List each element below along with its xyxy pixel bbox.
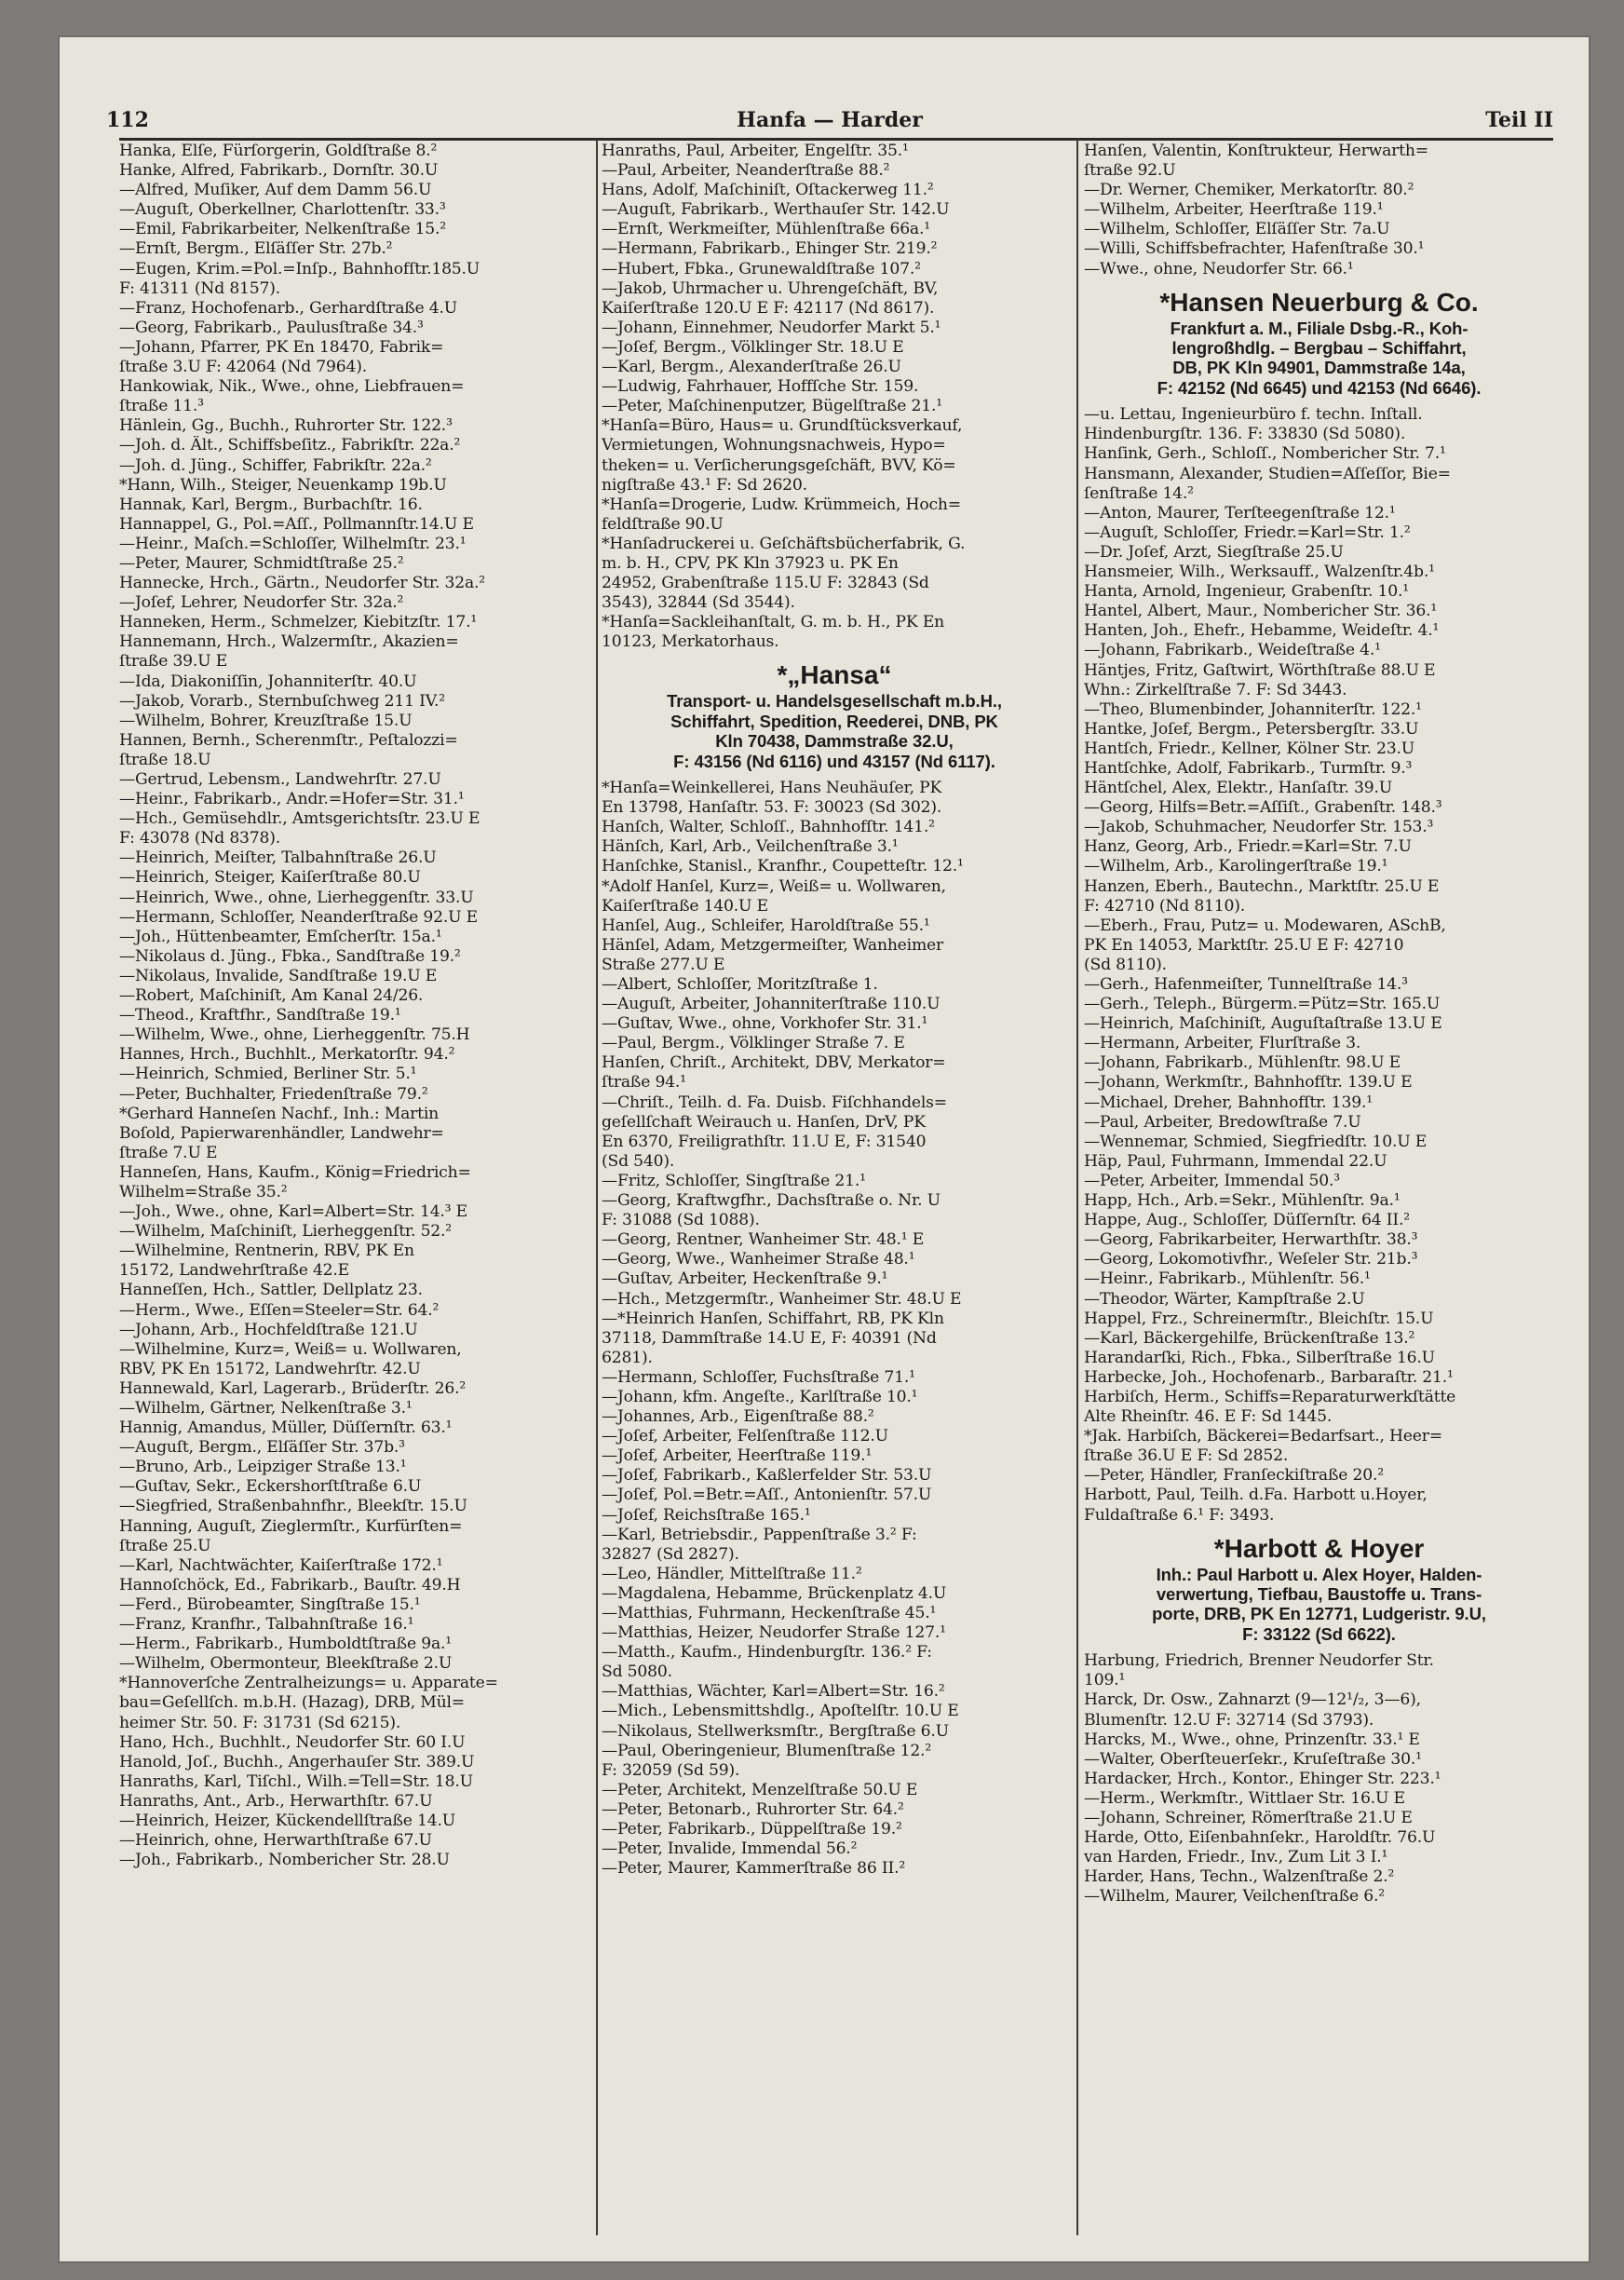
directory-entry: —Magdalena, Hebamme, Brückenplatz 4.U (602, 1583, 947, 1603)
directory-entry: Harbecke, Joh., Hochofenarb., Barbaraſtr. 21.¹ (1084, 1367, 1454, 1387)
harbott-ad-body (1084, 1565, 1554, 1645)
directory-entry: —Joh., Hüttenbeamter, Emſcherſtr. 15a.¹ (119, 927, 442, 946)
directory-entry: —Mich., Lebensmittshdlg., Apoſtelſtr. 10.U E (602, 1702, 959, 1721)
directory-entry: *Jak. Harbiſch, Bäckerei=Bedarfsart., Heer= (1084, 1427, 1442, 1446)
directory-entry: Hanneken, Herm., Schmelzer, Kiebitzſtr. 17.¹ (119, 613, 478, 632)
directory-entry: 10123, Merkatorhaus. (602, 632, 779, 652)
directory-entry: —Heinr., Fabrikarb., Mühlenſtr. 56.¹ (1084, 1269, 1371, 1289)
ad-line: Inh.: Paul Harbott u. Alex Hoyer, Halden- (1156, 1564, 1482, 1584)
directory-entry: —Walter, Oberſteuerſekr., Kruſeſtraße 30.¹ (1084, 1749, 1422, 1769)
directory-entry: —Joſef, Fabrikarb., Kaßlerfelder Str. 53.U (602, 1466, 932, 1486)
header-rule (119, 138, 1553, 141)
directory-entry: —Ernſt, Bergm., Elſäſſer Str. 27b.² (119, 239, 393, 259)
directory-entry: ſtraße 25.U (119, 1536, 211, 1555)
directory-entry: Hankowiak, Nik., Wwe., ohne, Liebfrauen= (119, 377, 465, 397)
directory-entry: —Wilhelm, Arb., Karolingerſtraße 19.¹ (1084, 857, 1388, 876)
directory-entry: —Auguſt, Arbeiter, Johanniterſtraße 110.U (602, 995, 941, 1014)
directory-entry: Hannig, Amandus, Müller, Düſſernſtr. 63.¹ (119, 1418, 453, 1438)
directory-entry: —Auguſt, Oberkellner, Charlottenſtr. 33.³ (119, 200, 446, 220)
directory-entry: —Bruno, Arb., Leipziger Straße 13.¹ (119, 1458, 407, 1477)
entry-list (119, 142, 589, 1870)
directory-entry: Harde, Otto, Eiſenbahnſekr., Haroldſtr. 76.U (1084, 1828, 1436, 1848)
directory-entry: —Johann, Pfarrer, PK En 18470, Fabrik= (119, 337, 444, 357)
directory-entry: —Wilhelm, Wwe., ohne, Lierheggenſtr. 75.H (119, 1025, 470, 1045)
directory-entry: —Johann, Werkmſtr., Bahnhofſtr. 139.U E (1084, 1073, 1413, 1092)
directory-entry: —Gertrud, Lebensm., Landwehrſtr. 27.U (119, 770, 441, 789)
directory-entry: —Ida, Diakoniſſin, Johanniterſtr. 40.U (119, 672, 417, 691)
directory-entry: —Heinrich, Steiger, Kaiſerſtraße 80.U (119, 868, 421, 888)
directory-entry: —Hch., Gemüsehdlr., Amtsgerichtsſtr. 23.U E (119, 809, 480, 829)
directory-entry: —Hermann, Schloſſer, Fuchsſtraße 71.¹ (602, 1367, 915, 1387)
directory-entry: —Joſef, Lehrer, Neudorfer Str. 32a.² (119, 593, 404, 613)
directory-entry: Hanſel, Aug., Schleifer, Haroldſtraße 55.¹ (602, 916, 930, 935)
directory-entry: —Wilhelmine, Rentnerin, RBV, PK En (119, 1242, 414, 1261)
directory-entry: —Theodor, Wärter, Kampſtraße 2.U (1084, 1289, 1365, 1309)
directory-entry: Kaiſerſtraße 120.U E F: 42117 (Nd 8617). (602, 298, 935, 318)
ad-line: Kln 70438, Dammstraße 32.U, (715, 731, 954, 752)
directory-entry: Hanta, Arnold, Ingenieur, Grabenſtr. 10.¹ (1084, 582, 1409, 602)
directory-entry: *Hanſa=Büro, Haus= u. Grundſtücksverkauf, (602, 416, 963, 436)
spacer (1084, 398, 1554, 405)
entry-list (602, 779, 1067, 1879)
directory-entry: —Leo, Händler, Mittelſtraße 11.² (602, 1564, 862, 1583)
directory-entry: —Joſef, Arbeiter, Heerſtraße 119.¹ (602, 1446, 873, 1466)
directory-entry: *Hanſa=Weinkellerei, Hans Neuhäuſer, PK (602, 779, 942, 798)
directory-entry: Hanzen, Eberh., Bautechn., Marktſtr. 25.U E (1084, 876, 1440, 896)
directory-entry: —Siegfried, Straßenbahnfhr., Bleekſtr. 15.U (119, 1497, 467, 1516)
directory-entry: —Peter, Händler, Franſeckiſtraße 20.² (1084, 1466, 1384, 1486)
directory-entry: —Auguſt, Schloſſer, Friedr.=Karl=Str. 1.² (1084, 522, 1411, 542)
directory-entry: Hanke, Alfred, Fabrikarb., Dornſtr. 30.U (119, 161, 439, 181)
directory-entry: —Nikolaus d. Jüng., Fbka., Sandſtraße 19.² (119, 946, 461, 966)
directory-entry: —Joſef, Bergm., Völklinger Str. 18.U E (602, 337, 904, 357)
directory-entry: —Joh., Fabrikarb., Nombericher Str. 28.U (119, 1851, 450, 1870)
directory-entry: Häp, Paul, Fuhrmann, Immendal 22.U (1084, 1151, 1387, 1171)
column-divider (1076, 140, 1078, 2235)
directory-entry: feldſtraße 90.U (602, 514, 724, 534)
directory-entry: Harbung, Friedrich, Brenner Neudorfer Str. (1084, 1651, 1434, 1671)
directory-entry: Harandarſki, Rich., Fbka., Silberſtraße 16.U (1084, 1348, 1435, 1367)
directory-entry: Harck, Dr. Osw., Zahnarzt (9—12¹/₂, 3—6), (1084, 1690, 1421, 1710)
directory-entry: —Hch., Metzgermſtr., Wanheimer Str. 48.U E (602, 1289, 962, 1309)
directory-entry: Harcks, M., Wwe., ohne, Prinzenſtr. 33.¹ E (1084, 1730, 1420, 1749)
directory-entry: —Georg, Fabrikarb., Paulusſtraße 34.³ (119, 318, 424, 337)
column-2 (602, 142, 1067, 2237)
directory-entry: Hindenburgſtr. 136. F: 33830 (Sd 5080). (1084, 425, 1406, 444)
directory-entry: —Georg, Rentner, Wanheimer Str. 48.¹ E (602, 1230, 925, 1250)
directory-entry: Happ, Hch., Arb.=Sekr., Mühlenſtr. 9a.¹ (1084, 1191, 1401, 1211)
directory-entry: —Nikolaus, Invalide, Sandſtraße 19.U E (119, 966, 438, 985)
directory-entry: Happe, Aug., Schloſſer, Düſſernſtr. 64 II.² (1084, 1211, 1410, 1230)
directory-entry: —Wilhelm, Gärtner, Nelkenſtraße 3.¹ (119, 1399, 413, 1418)
directory-entry: —Peter, Betonarb., Ruhrorter Str. 64.² (602, 1799, 904, 1819)
directory-entry: —Peter, Fabrikarb., Düppelſtraße 19.² (602, 1820, 902, 1839)
directory-entry: —Wilhelm, Maſchiniſt, Lierheggenſtr. 52.² (119, 1222, 452, 1242)
directory-entry: —Alfred, Muſiker, Auf dem Damm 56.U (119, 181, 432, 200)
directory-entry: —Paul, Arbeiter, Neanderſtraße 88.² (602, 161, 890, 181)
directory-entry: —Gerh., Hafenmeiſter, Tunnelſtraße 14.³ (1084, 975, 1408, 994)
directory-entry: F: 42710 (Nd 8110). (1084, 896, 1246, 916)
directory-entry: Hannak, Karl, Bergm., Burbachſtr. 16. (119, 495, 423, 514)
directory-entry: —Karl, Nachtwächter, Kaiſerſtraße 172.¹ (119, 1555, 443, 1575)
directory-entry: Hantel, Albert, Maur., Nombericher Str. 36.¹ (1084, 602, 1438, 621)
directory-entry: Harbott, Paul, Teilh. d.Fa. Harbott u.Hoyer, (1084, 1486, 1428, 1505)
column-divider (596, 140, 598, 2235)
directory-entry: (Sd 8110). (1084, 955, 1167, 974)
directory-entry: —Johann, kfm. Angeſte., Karlſtraße 10.¹ (602, 1387, 918, 1406)
directory-entry: 37118, Dammſtraße 14.U E, F: 40391 (Nd (602, 1328, 937, 1348)
directory-entry: Hannappel, G., Pol.=Aſſ., Pollmannſtr.14.U E (119, 514, 474, 534)
directory-entry: Hano, Hch., Buchhlt., Neudorfer Str. 60 I.U (119, 1732, 466, 1752)
directory-entry: PK En 14053, Marktſtr. 25.U E F: 42710 (1084, 935, 1404, 955)
directory-entry: Alte Rheinſtr. 46. E F: Sd 1445. (1084, 1407, 1333, 1427)
directory-entry: —Heinrich, Schmied, Berliner Str. 5.¹ (119, 1065, 417, 1084)
directory-entry: —Peter, Arbeiter, Immendal 50.³ (1084, 1171, 1340, 1190)
directory-entry: —Paul, Arbeiter, Bredowſtraße 7.U (1084, 1112, 1361, 1132)
ad-line: F: 33122 (Sd 6622). (1242, 1623, 1396, 1644)
directory-entry: —Joſef, Pol.=Betr.=Aſſ., Antonienſtr. 57.U (602, 1486, 932, 1505)
harbott-ad-title: *Harbott & Hoyer (1213, 1533, 1425, 1563)
directory-entry: —Peter, Architekt, Menzelſtraße 50.U E (602, 1780, 918, 1799)
directory-entry: nigſtraße 43.¹ F: Sd 2620. (602, 475, 807, 495)
directory-entry: —Franz, Kranfhr., Talbahnſtraße 16.¹ (119, 1615, 414, 1635)
directory-entry: —Willi, Schiffsbefrachter, Hafenſtraße 30.¹ (1084, 239, 1425, 259)
directory-entry: Whn.: Zirkelſtraße 7. F: Sd 3443. (1084, 680, 1347, 699)
directory-entry: —Wilhelm, Maurer, Veilchenſtraße 6.² (1084, 1887, 1385, 1907)
directory-entry: —Georg, Fabrikarbeiter, Herwarthſtr. 38.³ (1084, 1230, 1418, 1250)
directory-entry: theken= u. Verſicherungsgeſchäft, BVV, Kö= (602, 455, 956, 475)
directory-entry: —Georg, Kraftwgfhr., Dachsſtraße o. Nr. U (602, 1191, 941, 1211)
directory-entry: Hantſchke, Adolf, Fabrikarb., Turmſtr. 9.³ (1084, 758, 1413, 778)
directory-entry: —Auguſt, Bergm., Elſäſſer Str. 37b.³ (119, 1438, 405, 1458)
spacer (1084, 1526, 1554, 1533)
directory-entry: Harder, Hans, Techn., Walzenſtraße 2.² (1084, 1867, 1395, 1887)
page-header (106, 104, 1553, 142)
directory-entry: —Ferd., Bürobeamter, Singſtraße 15.¹ (119, 1595, 421, 1614)
directory-entry: —Robert, Maſchiniſt, Am Kanal 24/26. (119, 986, 424, 1006)
hansa-ad-title: *„Hansa“ (777, 660, 892, 690)
directory-entry: Hänſel, Adam, Metzgermeiſter, Wanheimer (602, 935, 944, 955)
ad-line: verwertung, Tiefbau, Baustoffe u. Trans- (1156, 1584, 1482, 1605)
directory-entry: 6281). (602, 1348, 653, 1367)
directory-entry: —Joh. d. Ält., Schiffsbeſitz., Fabrikſtr. 22a.² (119, 436, 461, 455)
directory-entry: —Wennemar, Schmied, Siegfriedſtr. 10.U E (1084, 1132, 1428, 1151)
directory-entry: —Jakob, Schuhmacher, Neudorfer Str. 153.³ (1084, 818, 1434, 837)
directory-entry: ſtraße 92.U (1084, 161, 1176, 181)
directory-entry: Kaiſerſtraße 140.U E (602, 896, 768, 916)
directory-entry: ſtraße 18.U (119, 750, 211, 769)
directory-entry: —Peter, Maurer, Kammerſtraße 86 II.² (602, 1859, 906, 1879)
directory-entry: Hannes, Hrch., Buchhlt., Merkatorſtr. 94.² (119, 1045, 455, 1065)
directory-entry: F: 41311 (Nd 8157). (119, 278, 281, 298)
directory-entry: Häntſchel, Alex, Elektr., Hanſaſtr. 39.U (1084, 779, 1393, 798)
directory-entry: Hanka, Elſe, Fürſorgerin, Goldſtraße 8.² (119, 142, 438, 160)
ad-line: F: 43156 (Nd 6116) und 43157 (Nd 6117). (673, 751, 995, 771)
directory-entry: —Herm., Wwe., Eſſen=Steeler=Str. 64.² (119, 1300, 440, 1320)
directory-entry: Sd 5080. (602, 1662, 672, 1682)
directory-entry: Hanraths, Karl, Tiſchl., Wilh.=Tell=Str. 18.U (119, 1771, 473, 1791)
directory-entry: —Johannes, Arb., Eigenſtraße 88.² (602, 1407, 874, 1427)
ad-line: DB, PK Kln 94901, Dammstraße 14a, (1172, 358, 1466, 378)
directory-entry: *Adolf Hanſel, Kurz=, Weiß= u. Wollwaren, (602, 876, 946, 896)
directory-entry: —Albert, Schloſſer, Moritzſtraße 1. (602, 975, 878, 994)
directory-entry: —Nikolaus, Stellwerksmſtr., Bergſtraße 6.U (602, 1721, 949, 1741)
directory-entry: —Wilhelm, Obermonteur, Bleekſtraße 2.U (119, 1654, 453, 1674)
ad-line: lengroßhdlg. – Bergbau – Schiffahrt, (1171, 338, 1467, 359)
directory-entry: *Gerhard Hanneſen Nachf., Inh.: Martin (119, 1104, 440, 1123)
directory-entry: —Guſtav, Sekr., Eckershorſtſtraße 6.U (119, 1477, 422, 1497)
directory-entry: —Emil, Fabrikarbeiter, Nelkenſtraße 15.² (119, 220, 446, 239)
directory-entry: —Matthias, Heizer, Neudorfer Straße 127.¹ (602, 1623, 946, 1643)
directory-entry: Hanſen, Chriſt., Architekt, DBV, Merkator= (602, 1053, 946, 1073)
directory-entry: —Peter, Maurer, Schmidtſtraße 25.² (119, 553, 404, 573)
directory-entry: Hanraths, Paul, Arbeiter, Engelſtr. 35.¹ (602, 142, 909, 160)
directory-entry: (Sd 540). (602, 1151, 675, 1171)
ad-line: F: 42152 (Nd 6645) und 42153 (Nd 6646). (1157, 377, 1482, 398)
directory-entry: Hänſch, Karl, Arb., Veilchenſtraße 3.¹ (602, 837, 899, 857)
directory-entry: —Michael, Dreher, Bahnhofſtr. 139.¹ (1084, 1092, 1373, 1112)
ad-line: Frankfurt a. M., Filiale Dsbg.-R., Koh- (1170, 318, 1468, 338)
directory-entry: —Karl, Bergm., Alexanderſtraße 26.U (602, 358, 901, 377)
directory-entry: —Dr. Werner, Chemiker, Merkatorſtr. 80.² (1084, 181, 1414, 200)
directory-entry: ſenſtraße 14.² (1084, 483, 1194, 503)
directory-entry: —Anton, Maurer, Terſteegenſtraße 12.¹ (1084, 503, 1396, 522)
directory-entry: En 13798, Hanſaſtr. 53. F: 30023 (Sd 302). (602, 798, 942, 818)
spacer (1084, 1644, 1554, 1651)
directory-entry: Boſold, Papierwarenhändler, Landwehr= (119, 1123, 444, 1143)
directory-entry: —*Heinrich Hanſen, Schiffahrt, RB, PK Kln (602, 1309, 944, 1328)
hansa-ad-body (602, 691, 1067, 771)
entry-list (1084, 1651, 1554, 1907)
entry-list (1084, 142, 1554, 279)
directory-entry: —Peter, Maſchinenputzer, Bügelſtraße 21.¹ (602, 397, 942, 416)
directory-entry: —Franz, Hochofenarb., Gerhardſtraße 4.U (119, 298, 458, 318)
directory-entry: —Karl, Bäckergehilfe, Brückenſtraße 13.² (1084, 1328, 1415, 1348)
page-number: 112 (106, 108, 149, 132)
directory-entry: Blumenſtr. 12.U F: 32714 (Sd 3793). (1084, 1710, 1374, 1730)
directory-entry: —Fritz, Schloſſer, Singſtraße 21.¹ (602, 1171, 866, 1190)
directory-entry: *Hanſa=Sackleihanſtalt, G. m. b. H., PK En (602, 613, 945, 632)
directory-entry: F: 32059 (Sd 59). (602, 1760, 740, 1780)
directory-entry: 109.¹ (1084, 1671, 1126, 1690)
directory-entry: Wilhelm=Straße 35.² (119, 1182, 288, 1201)
directory-entry: *Hanſadruckerei u. Geſchäftsbücherfabrik, G. (602, 534, 966, 553)
directory-entry: —Johann, Schreiner, Römerſtraße 21.U E (1084, 1809, 1413, 1827)
directory-entry: —Heinr., Fabrikarb., Andr.=Hofer=Str. 31.¹ (119, 790, 465, 809)
directory-entry: Hardacker, Hrch., Kontor., Ehinger Str. 223.¹ (1084, 1769, 1441, 1788)
neuerburg-ad-title: *Hansen Neuerburg & Co. (1159, 287, 1479, 317)
neuerburg-ad-body (1084, 319, 1554, 399)
directory-entry: Hanſen, Valentin, Konſtrukteur, Herwarth= (1084, 142, 1428, 160)
spacer (602, 652, 1067, 659)
directory-entry: Hanſch, Walter, Schloſſ., Bahnhofſtr. 141.² (602, 818, 935, 837)
directory-entry: Hannewald, Karl, Lagerarb., Brüderſtr. 26.² (119, 1378, 467, 1398)
directory-entry: 32827 (Sd 2827). (602, 1544, 739, 1564)
ad-line: Transport- u. Handelsgesellschaft m.b.H., (667, 691, 1002, 712)
directory-entry: Hansmeier, Wilh., Werksauff., Walzenſtr.4b.¹ (1084, 563, 1435, 582)
directory-entry: —Ludwig, Fahrhauer, Hoffſche Str. 159. (602, 377, 919, 397)
directory-entry: —Paul, Oberingenieur, Blumenſtraße 12.² (602, 1741, 932, 1760)
directory-entry: —Eugen, Krim.=Pol.=Inſp., Bahnhofſtr.185.U (119, 259, 480, 278)
directory-entry: *Hanſa=Drogerie, Ludw. Krümmeich, Hoch= (602, 495, 961, 514)
directory-entry: Happel, Frz., Schreinermſtr., Bleichſtr. 15.U (1084, 1309, 1434, 1328)
directory-entry: m. b. H., CPV, PK Kln 37923 u. PK En (602, 553, 899, 573)
directory-entry: —Heinrich, Wwe., ohne, Lierheggenſtr. 33.U (119, 888, 474, 907)
directory-entry: —Georg, Lokomotivfhr., Weſeler Str. 21b.³ (1084, 1250, 1418, 1269)
directory-entry: —Joſef, Reichsſtraße 165.¹ (602, 1505, 811, 1525)
directory-entry: —Gerh., Teleph., Bürgerm.=Pütz=Str. 165.U (1084, 995, 1441, 1014)
directory-entry: Fuldaſtraße 6.¹ F: 3493. (1084, 1505, 1275, 1525)
directory-entry: —Hermann, Arbeiter, Flurſtraße 3. (1084, 1034, 1361, 1053)
directory-entry: —Paul, Bergm., Völklinger Straße 7. E (602, 1034, 905, 1053)
directory-entry: ſtraße 7.U E (119, 1143, 218, 1162)
directory-entry: —Heinrich, Meiſter, Talbahnſtraße 26.U (119, 848, 437, 868)
directory-entry: Hanraths, Ant., Arb., Herwarthſtr. 67.U (119, 1791, 433, 1811)
directory-entry: —Wwe., ohne, Neudorfer Str. 66.¹ (1084, 259, 1354, 278)
directory-entry: —Eberh., Frau, Putz= u. Modewaren, ASchB, (1084, 916, 1446, 935)
directory-entry: —Joh. d. Jüng., Schiffer, Fabrikſtr. 22a.² (119, 455, 432, 475)
directory-entry: —Joh., Wwe., ohne, Karl=Albert=Str. 14.³ E (119, 1202, 467, 1222)
directory-entry: —Heinrich, ohne, Herwarthſtraße 67.U (119, 1831, 432, 1851)
directory-entry: Hannen, Bernh., Scherenmſtr., Peſtalozzi= (119, 730, 458, 750)
directory-entry: —Auguſt, Fabrikarb., Werthauſer Str. 142.U (602, 200, 950, 220)
directory-entry: ſtraße 39.U E (119, 652, 228, 672)
directory-entry: Vermietungen, Wohnungsnachweis, Hypo= (602, 436, 946, 455)
directory-entry: Hannemann, Hrch., Walzermſtr., Akazien= (119, 632, 459, 652)
directory-entry: F: 31088 (Sd 1088). (602, 1211, 760, 1230)
directory-entry: —Peter, Buchhalter, Friedenſtraße 79.² (119, 1084, 428, 1104)
directory-entry: —Heinrich, Maſchiniſt, Auguſtaſtraße 13.U E (1084, 1014, 1442, 1034)
ad-line: Schiffahrt, Spedition, Reederei, DNB, PK (670, 711, 998, 731)
running-head: Hanfa — Harder (737, 108, 923, 132)
directory-entry: —Wilhelm, Arbeiter, Heerſtraße 119.¹ (1084, 200, 1384, 220)
directory-entry: —Hubert, Fbka., Grunewaldſtraße 107.² (602, 259, 921, 278)
directory-entry: Hantke, Joſef, Bergm., Petersbergſtr. 33.U (1084, 719, 1419, 739)
directory-entry: —Herm., Fabrikarb., Humboldtſtraße 9a.¹ (119, 1635, 452, 1654)
directory-entry: Hantſch, Friedr., Kellner, Kölner Str. 23.U (1084, 739, 1415, 758)
directory-entry: —Johann, Fabrikarb., Weideſtraße 4.¹ (1084, 641, 1381, 660)
directory-entry: —Guſtav, Arbeiter, Heckenſtraße 9.¹ (602, 1269, 888, 1289)
directory-entry: —Dr. Joſef, Arzt, Siegſtraße 25.U (1084, 542, 1344, 562)
directory-entry: ſtraße 11.³ (119, 397, 204, 416)
directory-entry: —Georg, Wwe., Wanheimer Straße 48.¹ (602, 1250, 915, 1269)
directory-entry: geſellſchaft Weirauch u. Hanſen, DrV, PK (602, 1112, 926, 1132)
directory-entry: Hannecke, Hrch., Gärtn., Neudorfer Str. 32a.² (119, 574, 485, 593)
directory-entry: —Joſef, Arbeiter, Felſenſtraße 112.U (602, 1427, 888, 1446)
directory-entry: Hanning, Auguſt, Zieglermſtr., Kurfürſten= (119, 1516, 463, 1536)
directory-entry: —Wilhelmine, Kurz=, Weiß= u. Wollwaren, (119, 1339, 462, 1359)
directory-entry: 3543), 32844 (Sd 3544). (602, 593, 795, 613)
directory-entry: —Heinr., Maſch.=Schloſſer, Wilhelmſtr. 23.¹ (119, 534, 467, 553)
directory-entry: —Theo, Blumenbinder, Johanniterſtr. 122.¹ (1084, 699, 1422, 719)
directory-entry: —Johann, Einnehmer, Neudorfer Markt 5.¹ (602, 318, 941, 337)
directory-entry: —Guſtav, Wwe., ohne, Vorkhofer Str. 31.¹ (602, 1014, 928, 1034)
directory-entry: Hannoſchöck, Ed., Fabrikarb., Bauſtr. 49.H (119, 1575, 461, 1595)
spacer (602, 771, 1067, 779)
ad-line: porte, DRB, PK En 12771, Ludgeristr. 9.U, (1152, 1604, 1486, 1624)
directory-entry: Hanz, Georg, Arb., Friedr.=Karl=Str. 7.U (1084, 837, 1412, 857)
directory-entry: Hanſink, Gerh., Schloſſ., Nombericher Str. 7.¹ (1084, 444, 1446, 464)
directory-entry: En 6370, Freiligrathſtr. 11.U E, F: 31540 (602, 1132, 927, 1151)
directory-entry: —Wilhelm, Bohrer, Kreuzſtraße 15.U (119, 711, 413, 730)
directory-entry: —Johann, Arb., Hochfeldſtraße 121.U (119, 1320, 418, 1339)
directory-entry: —Georg, Hilfs=Betr.=Aſſiſt., Grabenſtr. 148.³ (1084, 798, 1442, 818)
column-1 (119, 142, 589, 2237)
directory-entry: —Theod., Kraftfhr., Sandſtraße 19.¹ (119, 1006, 401, 1025)
directory-entry: Harbiſch, Herm., Schiffs=Reparaturwerkſtätte (1084, 1387, 1456, 1406)
directory-entry: Hanſchke, Stanisl., Kranfhr., Coupetteſtr. 12.¹ (602, 857, 964, 876)
directory-entry: —Hermann, Fabrikarb., Ehinger Str. 219.² (602, 239, 938, 259)
directory-entry: —Karl, Betriebsdir., Pappenſtraße 3.² F: (602, 1525, 917, 1544)
directory-entry: Hanten, Joh., Ehefr., Hebamme, Weideſtr. 4.¹ (1084, 621, 1440, 641)
directory-entry: ſtraße 94.¹ (602, 1073, 686, 1092)
directory-entry: Straße 277.U E (602, 955, 725, 974)
directory-entry: —Jakob, Uhrmacher u. Uhrengeſchäft, BV, (602, 278, 939, 298)
entry-list (1084, 405, 1554, 1525)
part-label: Teil II (1485, 108, 1553, 132)
directory-entry: 15172, Landwehrſtraße 42.E (119, 1261, 350, 1281)
directory-entry: RBV, PK En 15172, Landwehrſtr. 42.U (119, 1359, 421, 1378)
directory-entry: *Hann, Wilh., Steiger, Neuenkamp 19b.U (119, 475, 447, 495)
directory-entry: Häntjes, Fritz, Gaſtwirt, Wörthſtraße 88.U E (1084, 660, 1436, 680)
directory-entry: Hanneſen, Hans, Kaufm., König=Friedrich= (119, 1162, 471, 1182)
directory-entry: Hanold, Joſ., Buchh., Angerhauſer Str. 389.U (119, 1752, 475, 1771)
directory-entry: Hanneſſen, Hch., Sattler, Dellplatz 23. (119, 1281, 423, 1300)
directory-entry: 24952, Grabenſtraße 115.U F: 32843 (Sd (602, 574, 929, 593)
directory-entry: van Harden, Friedr., Inv., Zum Lit 3 I.¹ (1084, 1848, 1388, 1867)
directory-entry: Hänlein, Gg., Buchh., Ruhrorter Str. 122.³ (119, 416, 453, 436)
directory-entry: F: 43078 (Nd 8378). (119, 829, 281, 848)
directory-entry: —Matthias, Wächter, Karl=Albert=Str. 16.² (602, 1682, 945, 1702)
directory-entry: —Heinrich, Heizer, Kückendellſtraße 14.U (119, 1811, 456, 1830)
directory-entry: —Matthias, Fuhrmann, Heckenſtraße 45.¹ (602, 1604, 937, 1622)
directory-entry: bau=Geſellſch. m.b.H. (Hazag), DRB, Mül= (119, 1693, 465, 1713)
directory-entry: Hans, Adolf, Maſchiniſt, Oſtackerweg 11.² (602, 181, 934, 200)
directory-entry: ſtraße 3.U F: 42064 (Nd 7964). (119, 358, 368, 377)
directory-entry: —Hermann, Schloſſer, Neanderſtraße 92.U E (119, 907, 479, 927)
directory-entry: —Matth., Kaufm., Hindenburgſtr. 136.² F: (602, 1643, 932, 1662)
directory-entry: *Hannoverſche Zentralheizungs= u. Apparate= (119, 1674, 498, 1693)
directory-entry: —Jakob, Vorarb., Sternbuſchweg 211 IV.² (119, 691, 445, 711)
directory-entry: heimer Str. 50. F: 31731 (Sd 6215). (119, 1713, 401, 1732)
directory-entry: —Chriſt., Teilh. d. Fa. Duisb. Fiſchhandels= (602, 1092, 947, 1112)
entry-list (602, 142, 1067, 652)
directory-entry: —Herm., Werkmſtr., Wittlaer Str. 16.U E (1084, 1788, 1405, 1808)
directory-entry: —Johann, Fabrikarb., Mühlenſtr. 98.U E (1084, 1053, 1401, 1073)
directory-entry: —u. Lettau, Ingenieurbüro f. techn. Inſtall. (1084, 405, 1423, 425)
directory-entry: Hansmann, Alexander, Studien=Aſſeſſor, Bie= (1084, 464, 1451, 483)
directory-entry: —Peter, Invalide, Immendal 56.² (602, 1839, 858, 1859)
column-3 (1084, 142, 1554, 2237)
directory-entry: ſtraße 36.U E F: Sd 2852. (1084, 1446, 1289, 1466)
directory-entry: —Ernſt, Werkmeiſter, Mühlenſtraße 66a.¹ (602, 220, 930, 239)
spacer (1084, 279, 1554, 287)
directory-entry: —Wilhelm, Schloſſer, Elſäſſer Str. 7a.U (1084, 220, 1390, 239)
